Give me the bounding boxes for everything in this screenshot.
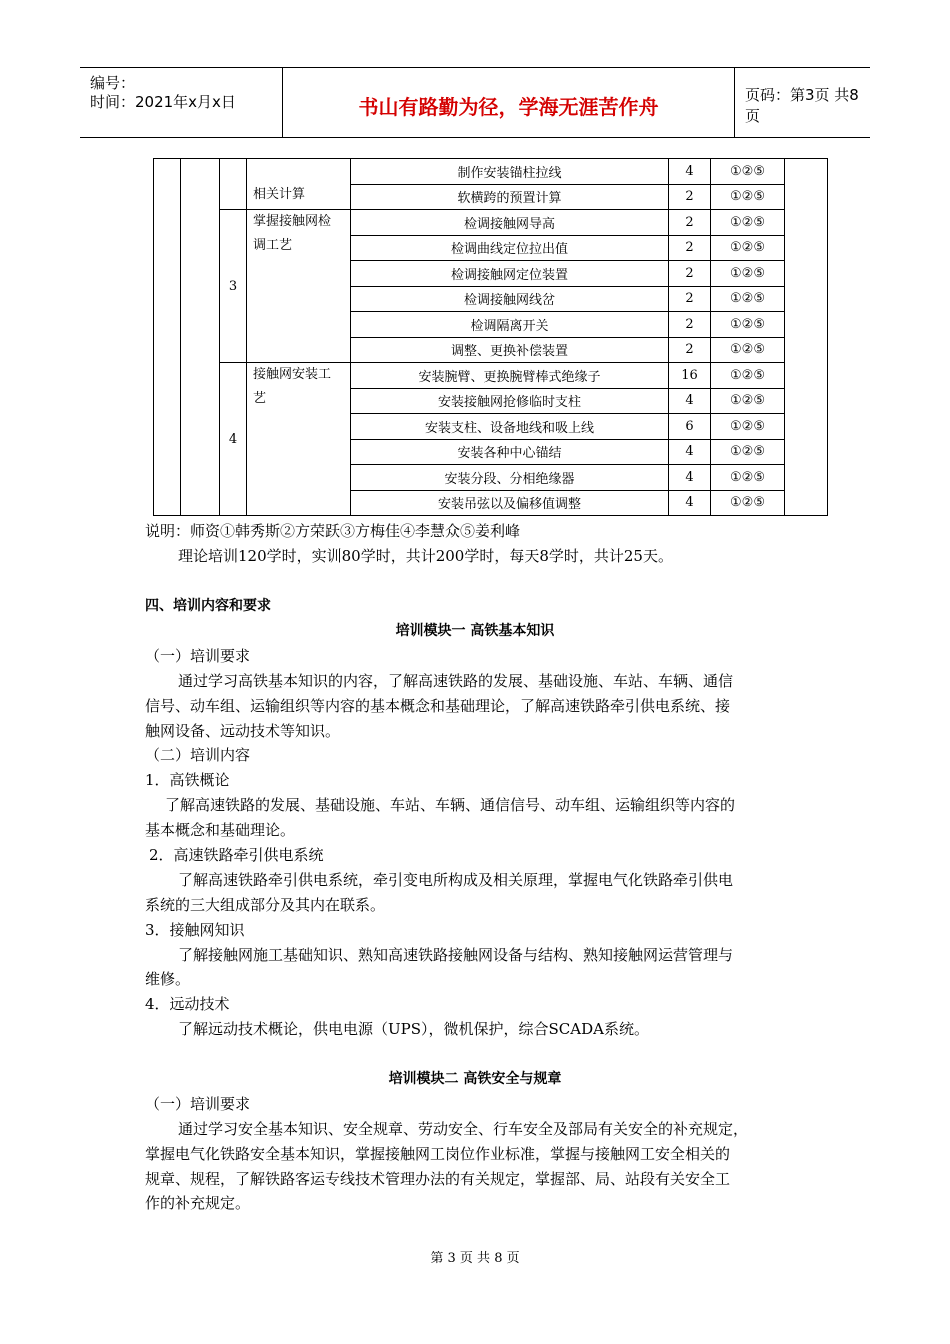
date-label: 时间：2021年x月x日 [90, 93, 236, 111]
module-name-line: 掌握接触网检 [253, 214, 332, 229]
module-name: 相关计算 [247, 159, 351, 210]
header-meta [80, 68, 283, 137]
module2-req-heading: （一）培训要求 [145, 1095, 251, 1113]
paragraph-line: 信号、动车组、运输组织等内容的基本概念和基础理论，了解高速铁路牵引供电系统、接 [145, 697, 731, 715]
teachers-cell: ①②⑤ [711, 210, 785, 236]
hours-cell: 4 [669, 159, 711, 185]
activity-cell: 检调接触网导高 [351, 210, 669, 236]
paragraph-line: 了解高速铁路牵引供电系统，牵引变电所构成及相关原理，掌握电气化铁路牵引供电 [178, 871, 734, 889]
activity-cell: 安装支柱、设备地线和吸上线 [351, 414, 669, 440]
module-index: 4 [220, 363, 247, 516]
paragraph-line: 作的补充规定。 [145, 1194, 251, 1212]
hours-cell: 4 [669, 490, 711, 516]
hours-cell: 2 [669, 210, 711, 236]
header-motto: 书山有路勤为径，学海无涯苦作舟 [283, 68, 735, 137]
teachers-cell: ①②⑤ [711, 261, 785, 287]
paragraph-line: 通过学习安全基本知识、安全规章、劳动安全、行车安全及部局有关安全的补充规定， [178, 1120, 749, 1138]
header-page-label: 页码：第3页 共8页 [745, 85, 859, 125]
hours-cell: 4 [669, 465, 711, 491]
teachers-cell: ①②⑤ [711, 184, 785, 210]
paragraph-line: 通过学习高铁基本知识的内容，了解高速铁路的发展、基础设施、车站、车辆、通信 [178, 672, 734, 690]
hours-cell: 6 [669, 414, 711, 440]
activity-cell: 安装接触网抢修临时支柱 [351, 388, 669, 414]
teachers-cell: ①②⑤ [711, 159, 785, 185]
paragraph-line: 了解高速铁路的发展、基础设施、车站、车辆、通信信号、动车组、运输组织等内容的 [165, 796, 736, 814]
teachers-note: 说明：师资①韩秀斯②方荣跃③方梅佳④李慧众⑤姜利峰 [145, 522, 521, 540]
activity-cell: 检调曲线定位拉出值 [351, 235, 669, 261]
module-name-line: 接触网安装工 [253, 367, 332, 382]
module1-title: 培训模块一 高铁基本知识 [395, 623, 555, 639]
module-name-line: 艺 [253, 391, 267, 406]
activity-cell: 安装吊弦以及偏移值调整 [351, 490, 669, 516]
table-row [154, 159, 828, 185]
table-row [154, 363, 828, 389]
module1-content-heading: （二）培训内容 [145, 746, 251, 764]
module2-title: 培训模块二 高铁安全与规章 [388, 1071, 562, 1087]
module-name [247, 210, 351, 363]
item-title: 4．远动技术 [145, 995, 230, 1013]
activity-cell: 检调接触网定位装置 [351, 261, 669, 287]
teachers-cell: ①②⑤ [711, 337, 785, 363]
hours-cell: 4 [669, 439, 711, 465]
activity-cell: 安装分段、分相绝缘器 [351, 465, 669, 491]
table-row [154, 210, 828, 236]
activity-cell: 调整、更换补偿装置 [351, 337, 669, 363]
item-title: 3．接触网知识 [145, 921, 245, 939]
activity-cell: 安装腕臂、更换腕臂棒式绝缘子 [351, 363, 669, 389]
activity-cell: 检调隔离开关 [351, 312, 669, 338]
hours-cell: 2 [669, 184, 711, 210]
paragraph-line: 了解远动技术概论，供电电源（UPS），微机保护，综合SCADA系统。 [178, 1020, 649, 1038]
page-footer: 第 3 页 共 8 页 [430, 1251, 520, 1266]
section-heading: 四、培训内容和要求 [145, 598, 271, 614]
paragraph-line: 触网设备、远动技术等知识。 [145, 722, 341, 740]
hours-cell: 2 [669, 286, 711, 312]
training-schedule-table [153, 158, 828, 516]
teachers-cell: ①②⑤ [711, 235, 785, 261]
teachers-cell: ①②⑤ [711, 286, 785, 312]
teachers-cell: ①②⑤ [711, 363, 785, 389]
teachers-cell: ①②⑤ [711, 465, 785, 491]
activity-cell: 检调接触网线岔 [351, 286, 669, 312]
hours-cell: 4 [669, 388, 711, 414]
hours-cell: 2 [669, 261, 711, 287]
hours-cell: 2 [669, 337, 711, 363]
hours-cell: 16 [669, 363, 711, 389]
paragraph-line: 了解接触网施工基础知识、熟知高速铁路接触网设备与结构、熟知接触网运营管理与 [178, 946, 734, 964]
module1-req-heading: （一）培训要求 [145, 647, 251, 665]
teachers-cell: ①②⑤ [711, 439, 785, 465]
item-title: 1．高铁概论 [145, 771, 230, 789]
teachers-cell: ①②⑤ [711, 490, 785, 516]
page-header [80, 67, 870, 138]
blank-cell [154, 159, 181, 516]
blank-cell [220, 159, 247, 210]
activity-cell: 安装各种中心锚结 [351, 439, 669, 465]
teachers-cell: ①②⑤ [711, 312, 785, 338]
blank-cell [181, 159, 220, 516]
activity-cell: 软横跨的预置计算 [351, 184, 669, 210]
paragraph-line: 基本概念和基础理论。 [145, 821, 296, 839]
number-label: 编号： [90, 74, 136, 92]
activity-cell: 制作安装锚柱拉线 [351, 159, 669, 185]
paragraph-line: 规章、规程，了解铁路客运专线技术管理办法的有关规定，掌握部、局、站段有关安全工 [145, 1170, 731, 1188]
paragraph-line: 掌握电气化铁路安全基本知识，掌握接触网工岗位作业标准，掌握与接触网工安全相关的 [145, 1145, 731, 1163]
item-title: 2．高速铁路牵引供电系统 [149, 846, 324, 864]
module-index: 3 [220, 210, 247, 363]
hours-note: 理论培训120学时，实训80学时，共计200学时，每天8学时，共计25天。 [178, 547, 673, 565]
teachers-cell: ①②⑤ [711, 414, 785, 440]
hours-cell: 2 [669, 312, 711, 338]
teachers-cell: ①②⑤ [711, 388, 785, 414]
module-name-line: 调工艺 [253, 238, 293, 253]
blank-cell [785, 159, 828, 516]
hours-cell: 2 [669, 235, 711, 261]
module-name [247, 363, 351, 516]
paragraph-line: 维修。 [145, 970, 191, 988]
paragraph-line: 系统的三大组成部分及其内在联系。 [145, 896, 386, 914]
